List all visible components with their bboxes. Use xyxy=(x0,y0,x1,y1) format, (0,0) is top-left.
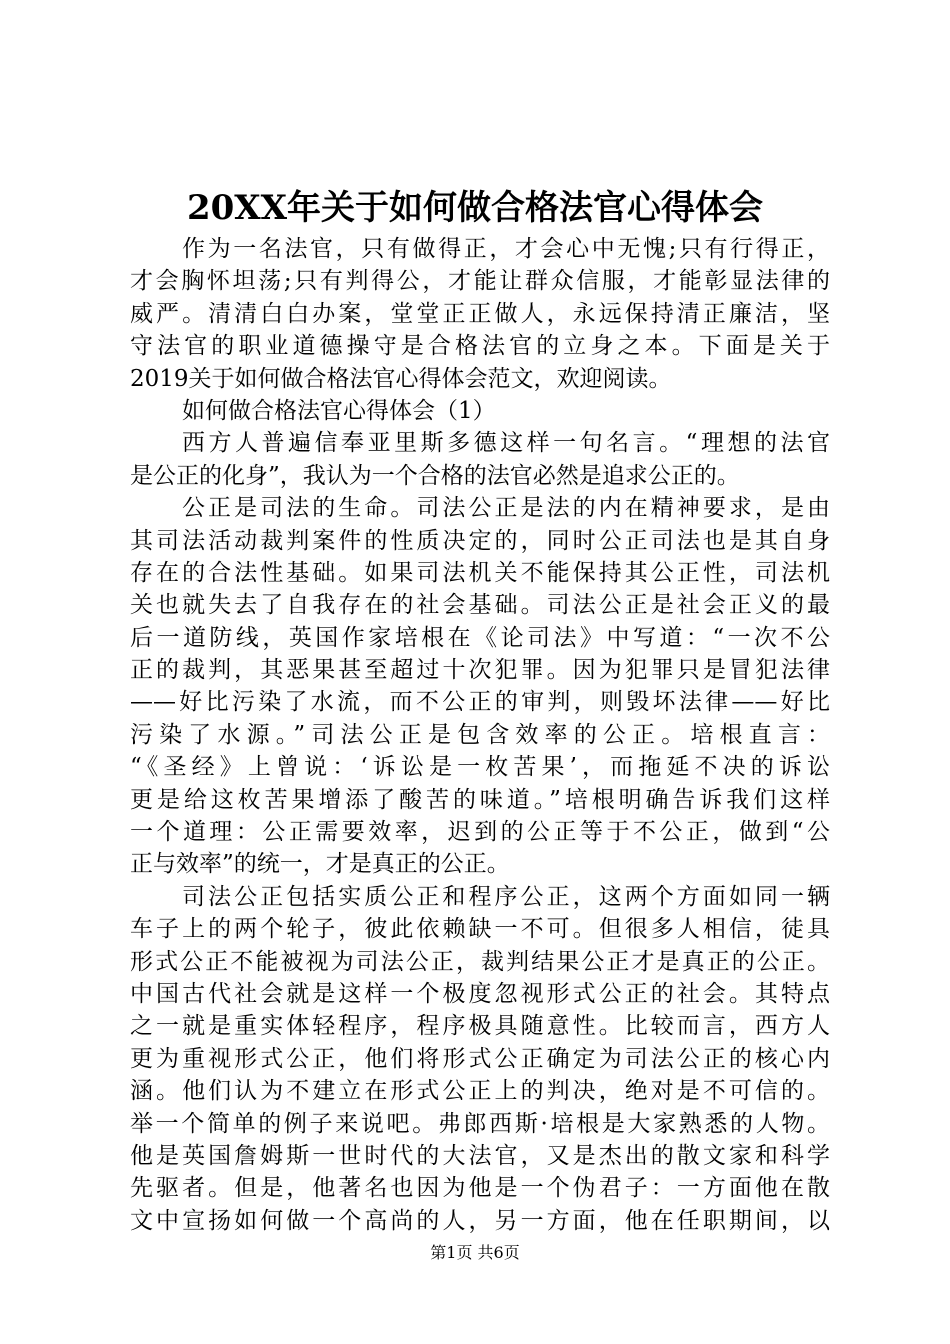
body-line: 他是英国詹姆斯一世时代的大法官，又是杰出的散文家和科学 xyxy=(130,1142,830,1169)
body-line: “《圣经》上曾说：‘诉讼是一枚苦果’，而拖延不决的诉讼 xyxy=(130,754,830,781)
body-line: 司法公正包括实质公正和程序公正，这两个方面如同一辆 xyxy=(182,883,830,910)
body-line: 正的裁判，其恶果甚至超过十次犯罪。因为犯罪只是冒犯法律 xyxy=(130,657,830,684)
body-line: 公正是司法的生命。司法公正是法的内在精神要求，是由 xyxy=(182,495,830,522)
body-line: 先驱者。但是，他著名也因为他是一个伪君子：一方面他在散 xyxy=(130,1175,830,1202)
body-line: 更为重视形式公正，他们将形式公正确定为司法公正的核心内 xyxy=(130,1045,830,1072)
body-line: 正与效率”的统一，才是真正的公正。 xyxy=(130,851,510,878)
document-title: 20XX年关于如何做合格法官心得体会 xyxy=(186,188,764,228)
body-line: 2019关于如何做合格法官心得体会范文，欢迎阅读。 xyxy=(130,365,672,392)
body-line: 存在的合法性基础。如果司法机关不能保持其公正性，司法机 xyxy=(130,559,830,586)
document-body xyxy=(130,233,830,1237)
body-line: 涵。他们认为不建立在形式公正上的判决，绝对是不可信的。 xyxy=(130,1078,830,1105)
body-line: 守法官的职业道德操守是合格法官的立身之本。下面是关于 xyxy=(130,333,830,360)
body-line: 中国古代社会就是这样一个极度忽视形式公正的社会。其特点 xyxy=(130,980,830,1007)
body-line: 关也就失去了自我存在的社会基础。司法公正是社会正义的最 xyxy=(130,592,830,619)
body-line: 污染了水源。”司法公正是包含效率的公正。培根直言： xyxy=(130,721,830,748)
body-line: 更是给这枚苦果增添了酸苦的味道。”培根明确告诉我们这样 xyxy=(130,786,830,813)
page-footer: 第1页 共6页 xyxy=(430,1243,520,1262)
body-line: 之一就是重实体轻程序，程序极具随意性。比较而言，西方人 xyxy=(130,1013,830,1040)
body-line: 才会胸怀坦荡;只有判得公，才能让群众信服，才能彰显法律的 xyxy=(130,268,830,295)
body-line: 是公正的化身”，我认为一个合格的法官必然是追求公正的。 xyxy=(130,462,740,489)
body-line: 西方人普遍信奉亚里斯多德这样一句名言。“理想的法官 xyxy=(182,430,830,457)
body-line: 车子上的两个轮子，彼此依赖缺一不可。但很多人相信，徒具 xyxy=(130,916,830,943)
body-line: 形式公正不能被视为司法公正，裁判结果公正才是真正的公正。 xyxy=(130,948,830,975)
body-line: 文中宣扬如何做一个高尚的人，另一方面，他在任职期间，以 xyxy=(130,1207,830,1234)
body-line: 威严。清清白白办案，堂堂正正做人，永远保持清正廉洁，坚 xyxy=(130,300,830,327)
body-line: ——好比污染了水流，而不公正的审判，则毁坏法律——好比 xyxy=(130,689,830,716)
body-line: 后一道防线，英国作家培根在《论司法》中写道：“一次不公 xyxy=(130,624,830,651)
body-line: 其司法活动裁判案件的性质决定的，同时公正司法也是其自身 xyxy=(130,527,830,554)
body-line: 作为一名法官，只有做得正，才会心中无愧;只有行得正， xyxy=(182,236,830,262)
body-line: 一个道理：公正需要效率，迟到的公正等于不公正，做到“公 xyxy=(130,819,830,846)
section-heading: 如何做合格法官心得体会（1） xyxy=(182,397,496,424)
body-line: 举一个简单的例子来说吧。弗郎西斯·培根是大家熟悉的人物。 xyxy=(130,1110,830,1137)
